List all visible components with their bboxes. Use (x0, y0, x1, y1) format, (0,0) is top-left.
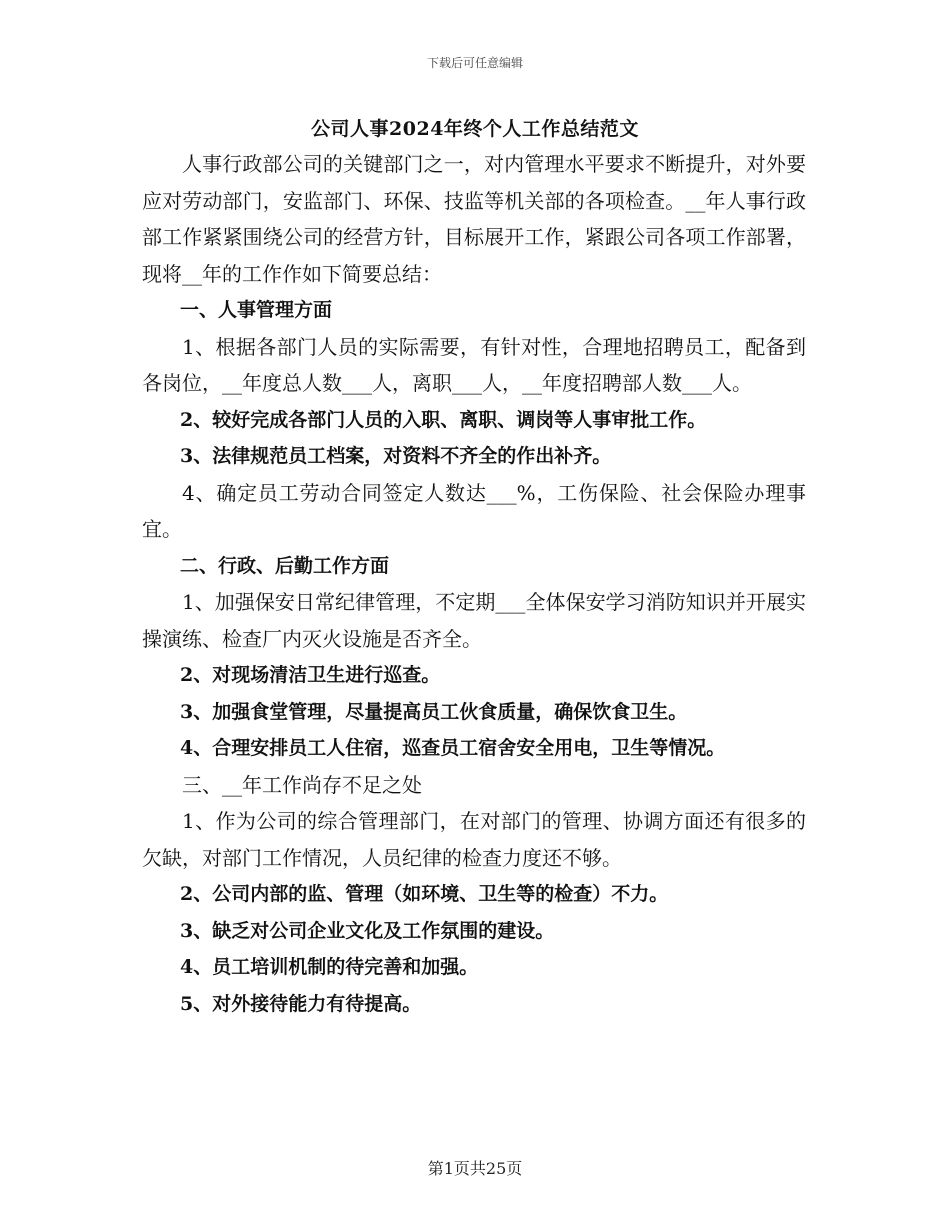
shortcoming-item-4: 4、员工培训机制的待完善和加强。 (180, 956, 479, 978)
personnel-item-3: 3、法律规范员工档案，对资料不齐全的作出补齐。 (180, 445, 612, 467)
section-heading-personnel: 一、人事管理方面 (180, 299, 333, 321)
shortcoming-item-5: 5、对外接待能力有待提高。 (180, 992, 422, 1015)
header-note: 下载后可任意编辑 (426, 56, 523, 70)
admin-item-2: 2、对现场清洁卫生进行巡查。 (180, 664, 441, 686)
section-heading-shortcomings: 三、__年工作尚存不足之处 (182, 772, 422, 797)
personnel-item-1: 1、根据各部门人员的实际需要，有针对性，合理地招聘员工，配备到各岗位，__年度总人数___人，离职___人，__年度招聘部人数___人。 (142, 334, 806, 395)
admin-item-4: 4、合理安排员工人住宿，巡查员工宿舍安全用电，卫生等情况。 (180, 737, 726, 759)
section-heading-admin: 二、行政、后勤工作方面 (180, 554, 390, 577)
shortcoming-item-1: 1、作为公司的综合管理部门，在对部门的管理、协调方面还有很多的欠缺，对部门工作情况，人员纪律的检查力度还不够。 (142, 809, 806, 870)
shortcoming-item-2: 2、公司内部的监、管理（如环境、卫生等的检查）不力。 (180, 883, 669, 905)
page-title: 公司人事2024年终个人工作总结范文 (311, 118, 639, 140)
document-body (142, 146, 806, 1022)
shortcoming-item-3: 3、缺乏对公司企业文化及工作氛围的建设。 (180, 919, 555, 942)
admin-item-1: 1、加强保安日常纪律管理，不定期___全体保安学习消防知识并开展实操演练、检查厂内灭火设施是否齐全。 (142, 590, 806, 651)
personnel-item-2: 2、较好完成各部门人员的入职、离职、调岗等人事审批工作。 (180, 408, 707, 431)
intro-paragraph: 人事行政部公司的关键部门之一，对内管理水平要求不断提升，对外要应对劳动部门，安监部门、环保、技监等机关部的各项检查。__年人事行政部工作紧紧围绕公司的经营方针，目标展开工作，紧跟公司各项工作部署，现将__年的工作作如下简要总结： (142, 152, 806, 286)
personnel-item-4: 4、确定员工劳动合同签定人数达___%，工伤保险、社会保险办理事宜。 (142, 480, 806, 541)
admin-item-3: 3、加强食堂管理，尽量提高员工伙食质量，确保饮食卫生。 (180, 700, 688, 723)
page-footer: 第1页共25页 (427, 1159, 523, 1178)
